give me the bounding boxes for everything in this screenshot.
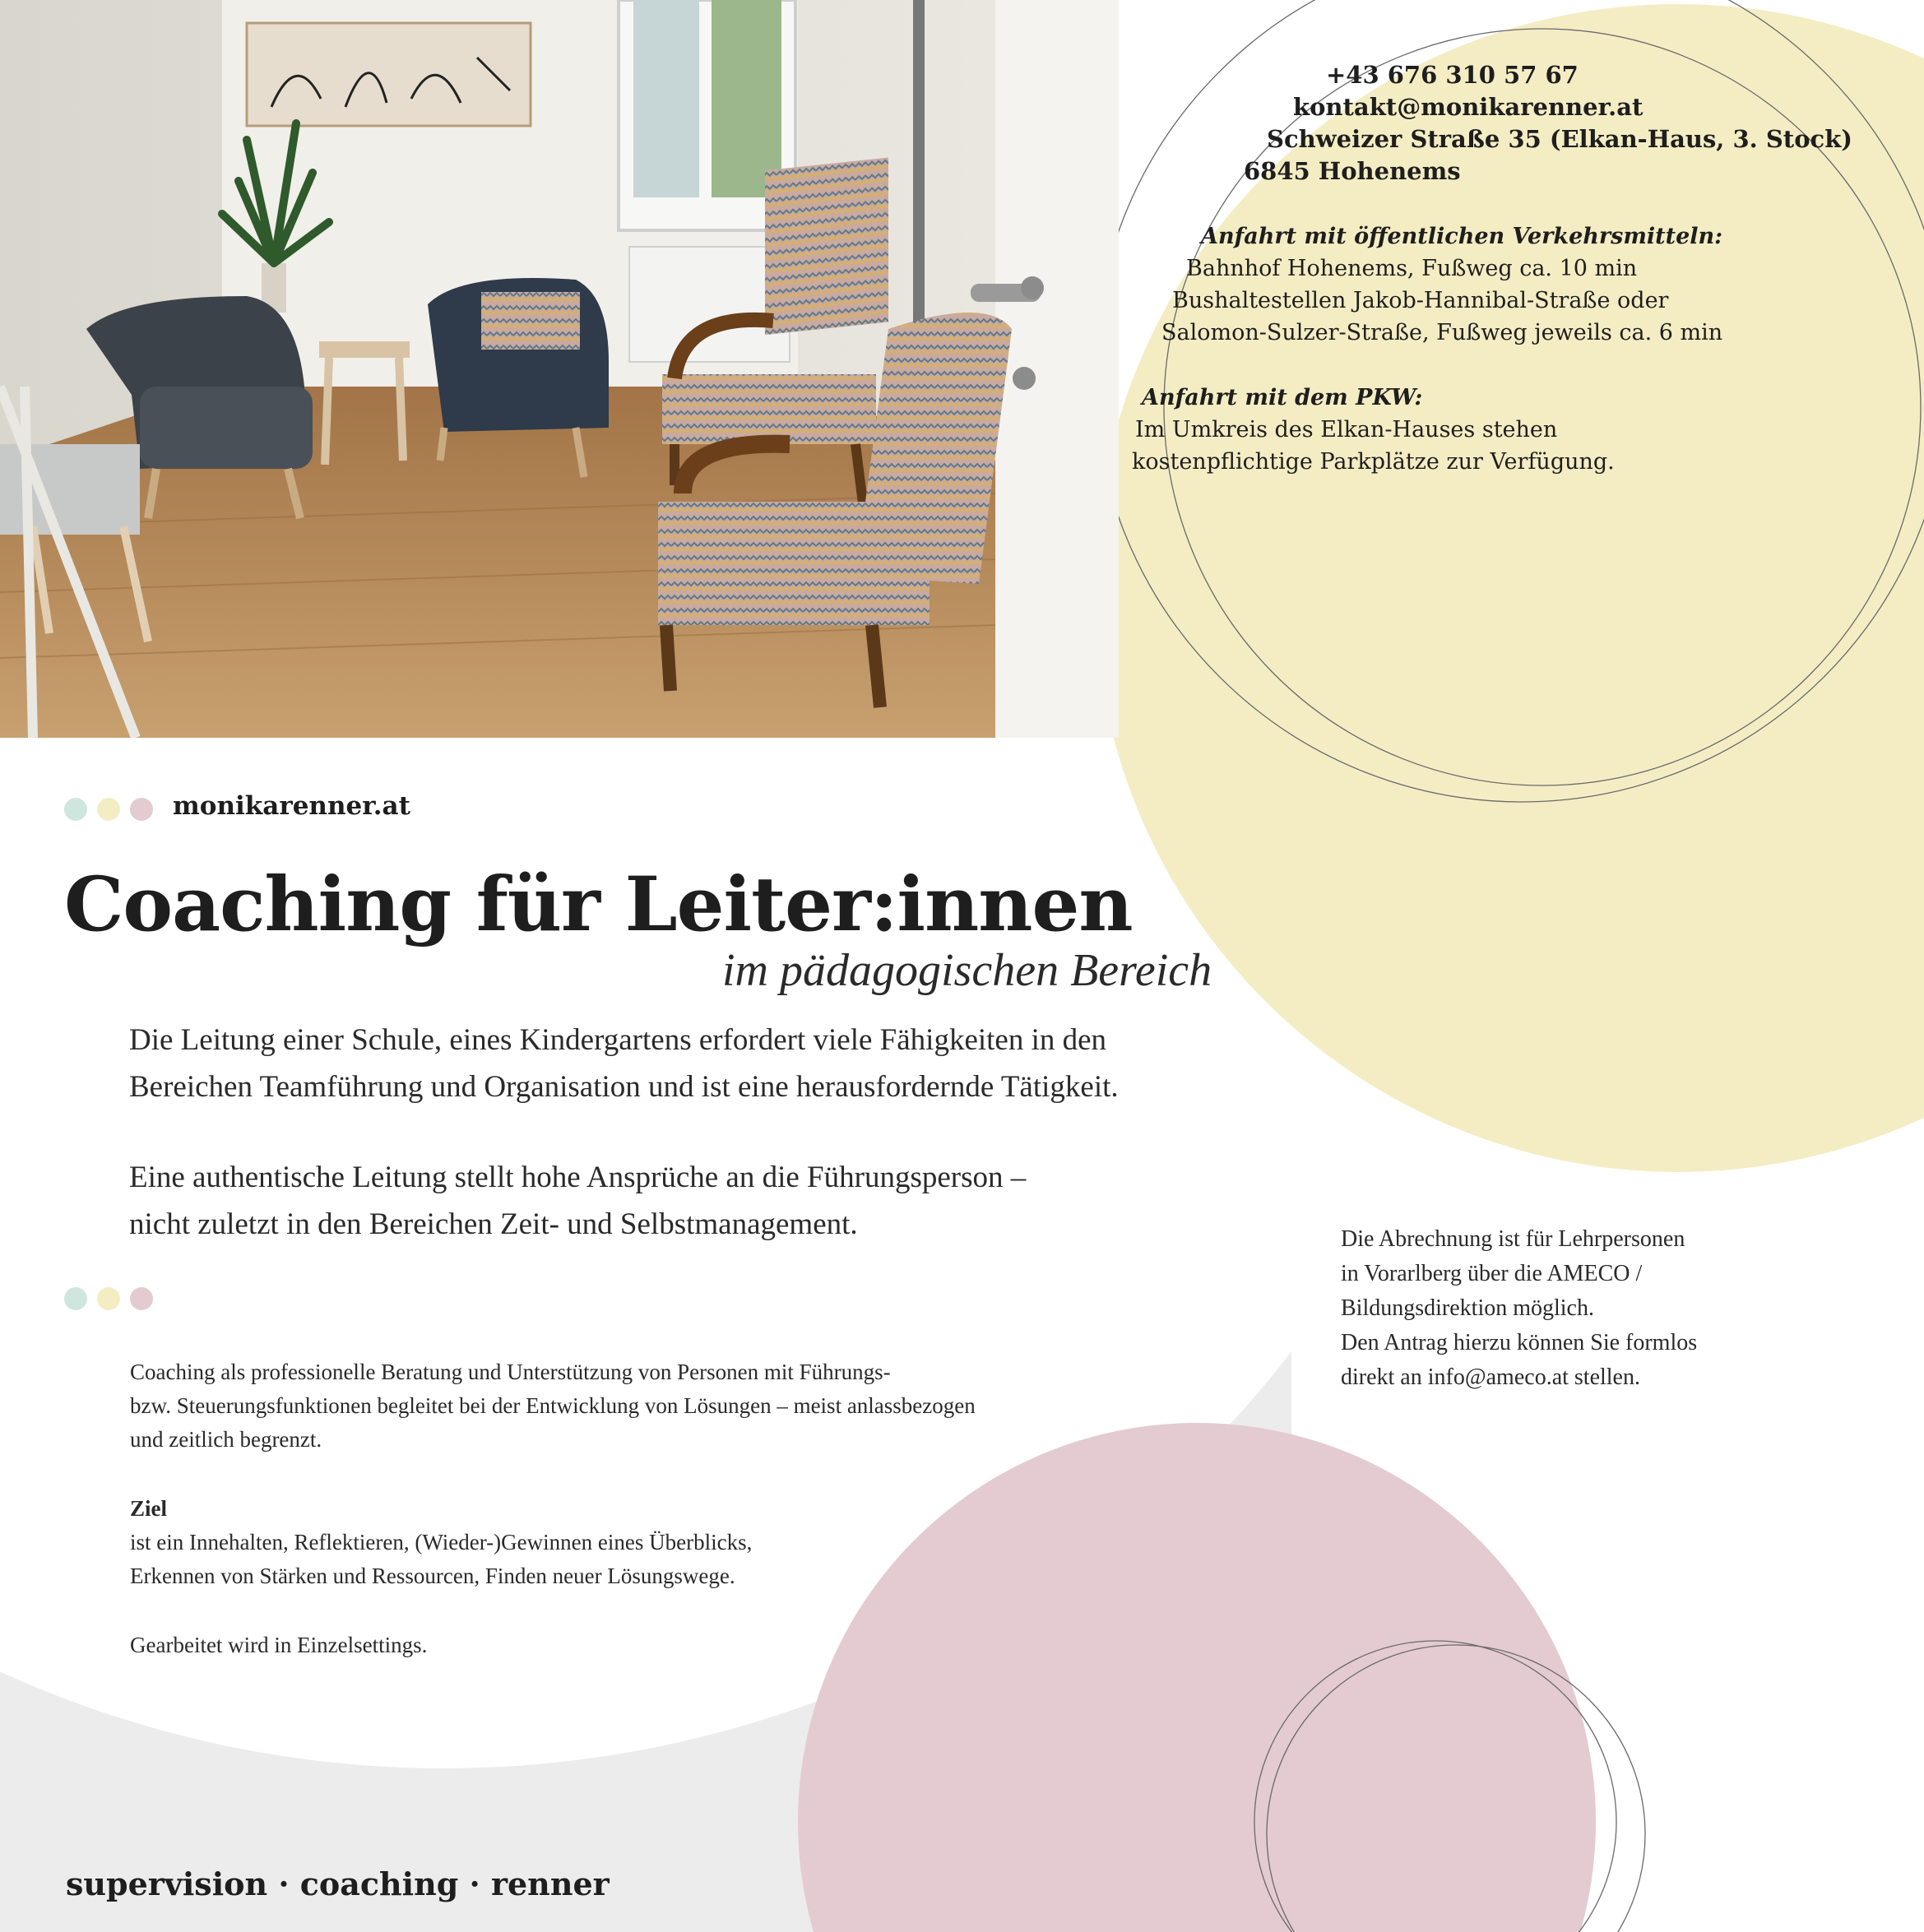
goal-line: Erkennen von Stärken und Ressourcen, Finden neuer Lösungswege. — [130, 1564, 735, 1588]
car-line: Im Umkreis des Elkan-Hauses stehen — [1135, 417, 1558, 442]
car-heading: Anfahrt mit dem PKW: — [1142, 385, 1423, 410]
page-title: Coaching für Leiter:innen — [64, 861, 1133, 948]
lead-line: Die Leitung einer Schule, eines Kindergartens erfordert viele Fähigkeiten in den — [129, 1023, 1107, 1057]
billing-line: direkt an info@ameco.at stellen. — [1341, 1364, 1640, 1390]
goal-heading: Ziel — [130, 1496, 167, 1521]
lead-line: nicht zuletzt in den Bereichen Zeit- und Selbstmanagement. — [129, 1207, 858, 1241]
city-address: 6845 Hohenems — [1244, 157, 1461, 185]
room-photo-icon — [0, 0, 1119, 738]
page-subtitle: im pädagogischen Bereich — [722, 945, 1212, 996]
public-transport-line: Bahnhof Hohenems, Fußweg ca. 10 min — [1186, 256, 1638, 281]
body-line: bzw. Steuerungsfunktionen begleitet bei der Entwicklung von Lösungen – meist anlassbezogen — [130, 1393, 976, 1418]
lead-paragraph-1 — [129, 1017, 1305, 1110]
footer-brand: supervision · coaching · renner — [66, 1865, 610, 1902]
street-address: Schweizer Straße 35 (Elkan-Haus, 3. Stock) — [1267, 125, 1853, 153]
room-photo — [0, 0, 1119, 738]
settings-note: Gearbeitet wird in Einzelsettings. — [130, 1633, 428, 1657]
pink-dot — [130, 798, 153, 821]
website-link[interactable]: monikarenner.at — [173, 791, 410, 821]
pink-dot — [130, 1287, 153, 1310]
public-transport-line: Salomon-Sulzer-Straße, Fußweg jeweils ca. 6 min — [1161, 320, 1723, 345]
public-transport-line: Bushaltestellen Jakob-Hannibal-Straße oder — [1172, 288, 1669, 313]
billing-line: Bildungsdirektion möglich. — [1341, 1295, 1594, 1321]
car-line: kostenpflichtige Parkplätze zur Verfügung. — [1132, 449, 1615, 475]
billing-line: Den Antrag hierzu können Sie formlos — [1341, 1330, 1698, 1355]
billing-info — [1341, 1222, 1851, 1395]
coaching-description — [130, 1355, 1199, 1457]
goal-line: ist ein Innehalten, Reflektieren, (Wieder-)Gewinnen eines Überblicks, — [130, 1530, 753, 1554]
yellow-dot — [97, 798, 120, 821]
mint-dot — [64, 798, 87, 821]
public-transport-heading: Anfahrt mit öffentlichen Verkehrsmitteln: — [1201, 224, 1723, 249]
dot-row-middle — [64, 1287, 153, 1310]
body-line: und zeitlich begrenzt. — [130, 1427, 322, 1452]
yellow-dot — [97, 1287, 120, 1310]
lead-paragraph-2 — [129, 1154, 1305, 1248]
email-address[interactable]: kontakt@monikarenner.at — [1293, 93, 1644, 121]
dot-row-top — [64, 798, 153, 821]
billing-line: Die Abrechnung ist für Lehrpersonen — [1341, 1226, 1685, 1252]
mint-dot — [64, 1287, 87, 1310]
goal-section — [130, 1492, 1199, 1593]
body-line: Coaching als professionelle Beratung und Unterstützung von Personen mit Führungs- — [130, 1360, 891, 1384]
billing-line: in Vorarlberg über die AMECO / — [1341, 1261, 1643, 1286]
lead-line: Bereichen Teamführung und Organisation und ist eine herausfordernde Tätigkeit. — [129, 1070, 1119, 1104]
lead-line: Eine authentische Leitung stellt hohe Ansprüche an die Führungsperson – — [129, 1161, 1027, 1194]
phone-number[interactable]: +43 676 310 57 67 — [1326, 61, 1579, 89]
